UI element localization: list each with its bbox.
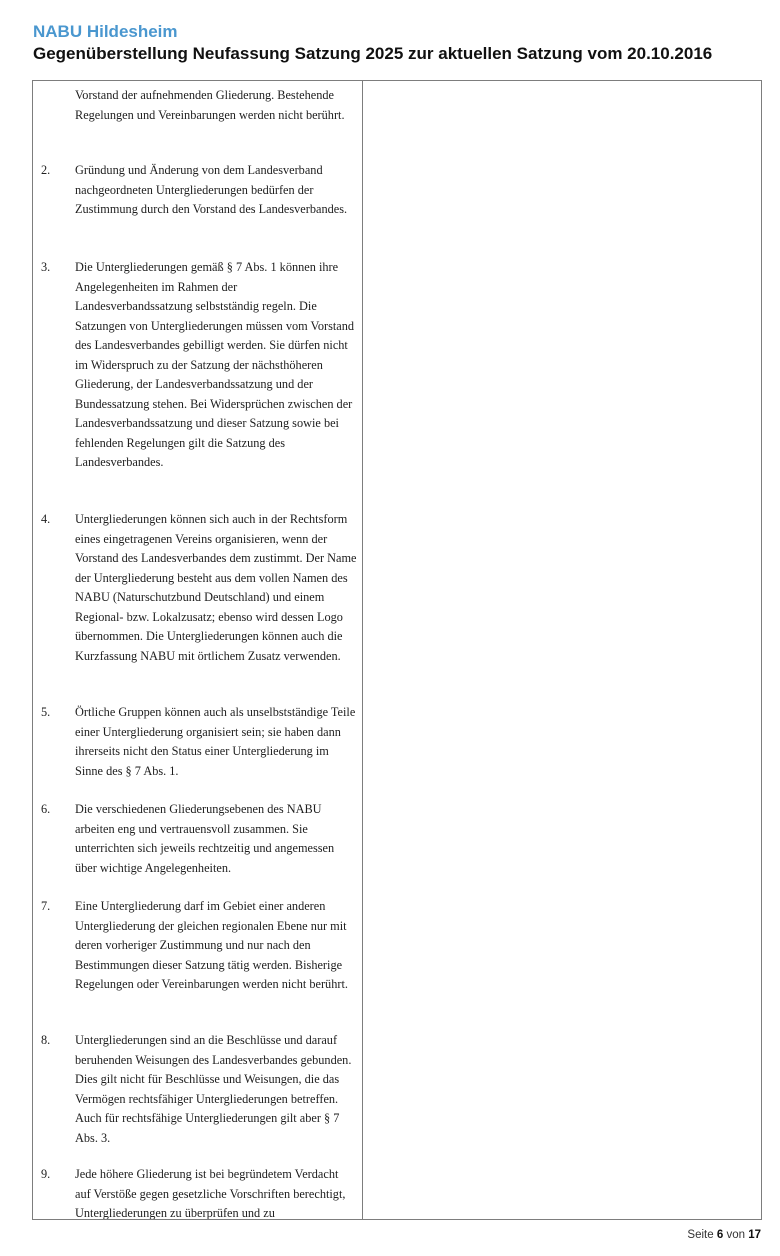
item-number: 4.: [41, 512, 51, 526]
current-page: 6: [716, 1229, 724, 1241]
item-number: 8.: [41, 1033, 51, 1047]
column-divider: [362, 81, 363, 1219]
item-text: Gründung und Änderung von dem Landesverband nachgeordneten Untergliederungen bedürfen der Zustimmung durch den Vorstand des Landesverbandes.: [75, 163, 348, 216]
item-number: 7.: [41, 899, 51, 913]
org-title: NABU Hildesheim: [33, 22, 178, 41]
comparison-table: [32, 80, 762, 1220]
continued-paragraph: Vorstand der aufnehmenden Gliederung. Bestehende Regelungen und Vereinbarungen werden nicht berührt.: [75, 88, 345, 122]
page-footer: [687, 1229, 761, 1241]
document-title: Gegenüberstellung Neufassung Satzung 2025 zur aktuellen Satzung vom 20.10.2016: [33, 44, 713, 63]
item-text: Jede höhere Gliederung ist bei begründetem Verdacht auf Verstöße gegen gesetzliche Vorschriften berechtigt, Untergliederungen zu überprüfen und zu: [75, 1167, 346, 1219]
item-number: 6.: [41, 802, 51, 816]
item-text: Örtliche Gruppen können auch als unselbstständige Teile einer Untergliederung organisiert sein; sie haben dann ihrerseits nicht den Status einer Untergliederung im Sinne des § 7 Abs. 1.: [75, 705, 356, 778]
page-label: Seite: [687, 1229, 714, 1241]
item-text: Untergliederungen sind an die Beschlüsse und darauf beruhenden Weisungen des Landesverbandes gebunden. Dies gilt nicht für Beschlüsse und Weisungen, die das Vermögen rechtsfähiger Untergliederungen betreffen. Auch für rechtsfähige Untergliederungen gilt aber § 7 Abs. 3.: [75, 1033, 352, 1145]
item-text: Die verschiedenen Gliederungsebenen des NABU arbeiten eng und vertrauensvoll zusammen. Sie unterrichten sich jeweils rechtzeitig und angemessen über wichtige Angelegenheiten.: [75, 802, 335, 875]
new-statute-column: [33, 81, 362, 1219]
item-text: Eine Untergliederung darf im Gebiet einer anderen Untergliederung der gleichen regionalen Ebene nur mit deren vorheriger Zustimmung und nur nach den Bestimmungen dieser Satzung tätig werden. Bisherige Regelungen oder Vereinbarungen werden nicht berührt.: [75, 899, 348, 991]
item-number: 2.: [41, 163, 51, 177]
item-number: 3.: [41, 260, 51, 274]
item-number: 9.: [41, 1167, 51, 1181]
of-label: von: [726, 1229, 745, 1241]
item-text: Die Untergliederungen gemäß § 7 Abs. 1 können ihre Angelegenheiten im Rahmen der Landesverbandssatzung selbstständig regeln. Die Satzungen von Untergliederungen müssen vom Vorstand des Landesverbandes gebilligt werden. Sie dürfen nicht im Widerspruch zu der Satzung der nächsthöheren Gliederung, der Landesverbandssatzung und der Bundessatzung stehen. Bei Widersprüchen zwischen der Landesverbandssatzung und dieser Satzung sowie bei fehlenden Regelungen gilt die Satzung des Landesverbandes.: [75, 260, 355, 469]
item-text: Untergliederungen können sich auch in der Rechtsform eines eingetragenen Vereins organisieren, wenn der Vorstand des Landesverbandes dem zustimmt. Der Name der Untergliederung besteht aus dem vollen Namen des NABU (Naturschutzbund Deutschland) und einem Regional- bzw. Lokalzusatz; ebenso wird dessen Logo übernommen. Die Untergliederungen können auch die Kurzfassung NABU mit örtlichem Zusatz verwenden.: [75, 512, 357, 663]
total-pages: 17: [748, 1229, 761, 1241]
item-number: 5.: [41, 705, 51, 719]
